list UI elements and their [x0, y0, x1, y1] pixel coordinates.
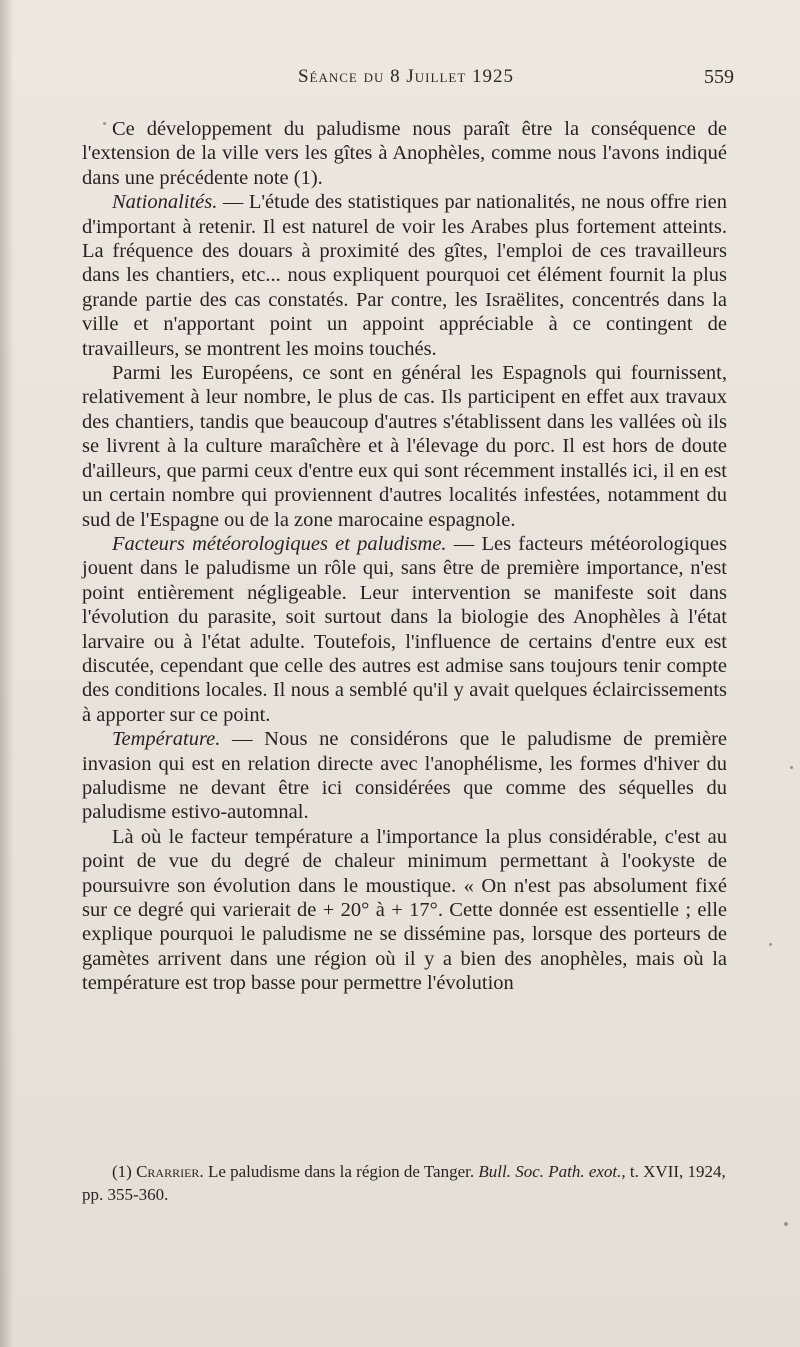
paragraph-city-extension: [82, 117, 727, 190]
footnote-text-before: Le paludisme dans la région de Tanger.: [203, 1162, 479, 1181]
paragraph-text: — Les facteurs météorologiques jouent dans le paludisme un rôle qui, sans être de première importance, n'est point entièrement négligeable. Leur intervention se manifeste soit dans l'évolution du parasite, soit surtout dans la biologie des Anophèles à l'état larvaire ou à l'état adulte. Toutefois, l'influence de certains d'entre eux est discutée, cependant que celle des autres est admise sans toujours tenir compte des conditions locales. Il nous a semblé qu'il y avait quelques éclaircissements à apporter sur ce point.: [82, 532, 727, 726]
section-heading-nationalites: Nationalités.: [112, 191, 218, 214]
paper-speck: [769, 943, 772, 946]
footnote-author: Crarrier.: [136, 1162, 204, 1181]
paragraph-nationalites: [82, 190, 727, 361]
paper-speck: [103, 122, 106, 125]
paper-speck: [790, 766, 793, 769]
running-title: Séance du 8 Juillet 1925: [297, 66, 515, 87]
running-header: [78, 66, 734, 96]
paragraph-text: Parmi les Européens, ce sont en général les Espagnols qui fournissent, relativement à leur nombre, le plus de cas. Ils participent en effet aux travaux des chantiers, tandis que beaucoup d'autres s'établissent dans les vallées où ils se livrent à la culture maraîchère et à l'élevage du porc. Il est hors de doute d'ailleurs, que parmi ceux d'entre eux qui sont récemment installés ici, il en est un certain nombre qui proviennent d'autres localités infestées, notamment du sud de l'Espagne ou de la zone marocaine espagnole.: [82, 362, 727, 531]
footnote-journal: Bull. Soc. Path. exot.,: [478, 1162, 626, 1181]
footnote-1: [82, 1160, 727, 1206]
paragraph-degre-chaleur: [82, 825, 727, 996]
paragraph-facteurs-meteorologiques: [82, 532, 727, 727]
paragraph-temperature: [82, 727, 727, 825]
paragraph-text: Ce développement du paludisme nous paraît être la conséquence de l'extension de la ville vers les gîtes à Anophèles, comme nous l'avons indiqué dans une précédente note (1).: [82, 118, 727, 189]
binding-shadow: [0, 0, 14, 1347]
body-text: [82, 117, 727, 996]
paragraph-text: — Nous ne considérons que le paludisme de première invasion qui est en relation directe avec l'anophélisme, les formes d'hiver du paludisme ne devant être ici considérées que comme des séquelles du paludisme estivo-automnal.: [82, 728, 727, 824]
paragraph-text: — L'étude des statistiques par nationalités, ne nous offre rien d'important à retenir. Il est naturel de voir les Arabes plus fortement atteints. La fréquence des douars à proximité des gîtes, l'emploi de ces travailleurs dans les chantiers, etc... nous expliquent pourquoi cet élément fournit la plus grande partie des cas constatés. Par contre, les Israëlites, concentrés dans la ville et n'apportant point un appoint appréciable à ce contingent de travailleurs, se montrent les moins touchés.: [82, 191, 727, 360]
paper-speck: [784, 1222, 788, 1226]
paragraph-text: Là où le facteur température a l'importance la plus considérable, c'est au point de vue du degré de chaleur minimum permettant à l'ookyste de poursuivre son évolution dans le moustique. « On n'est pas absolument fixé sur ce degré qui varierait de + 20° à + 17°. Cette donnée est essentielle ; elle explique pourquoi le paludisme ne se dissémine pas, lorsque des porteurs de gamètes arrivent dans une région où il y a bien des anophèles, mais où la température est trop basse pour permettre l'évolution: [82, 825, 727, 995]
page-number: 559: [704, 66, 734, 88]
footnote-marker: (1): [112, 1162, 132, 1181]
footnote-text-after: t. XVII, 1924, pp. 355-360.: [82, 1162, 726, 1204]
section-heading-facteurs-meteorologiques: Facteurs météorologiques et paludisme.: [112, 532, 447, 555]
section-heading-temperature: Température.: [112, 728, 221, 751]
paragraph-europeens: [82, 361, 727, 532]
footnotes: [82, 1160, 727, 1206]
